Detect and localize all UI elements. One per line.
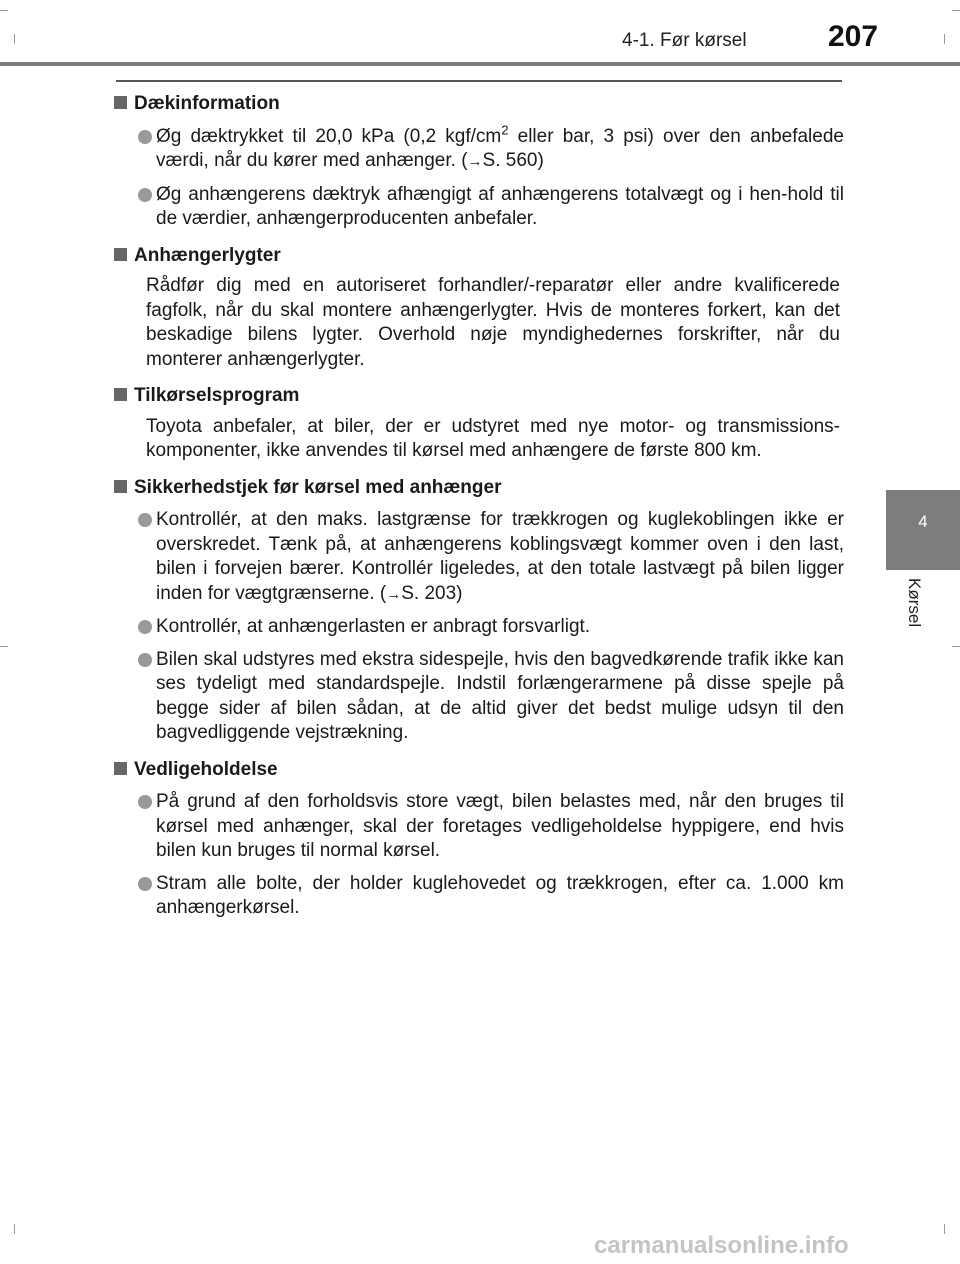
heading-text: Tilkørselsprogram (134, 385, 300, 406)
circle-bullet-icon (138, 513, 152, 527)
watermark-link[interactable]: carmanualsonline.info (594, 1232, 849, 1259)
section-tilkorselsprogram (114, 384, 844, 464)
section-sikkerhedstjek (114, 476, 844, 746)
crop-mark (952, 10, 960, 11)
square-bullet-icon (114, 96, 127, 109)
heading-text: Anhængerlygter (134, 244, 281, 266)
section-heading (114, 476, 844, 501)
list-item (138, 183, 844, 232)
text-part: Kontrollér, at den maks. lastgrænse for trækkrogen og kuglekoblingen ikke er overskredet. Tænk på, at anhængerens koblingsvægt kommer oven i den last, bilen i forvejen bærer. Kontrollér ligeledes, at den totale lastvægt på bilen ligger inden for vægtgrænserne. ( (156, 509, 844, 604)
circle-bullet-icon (138, 795, 152, 809)
circle-bullet-icon (138, 620, 152, 634)
section-heading (114, 244, 844, 269)
section-heading (114, 758, 844, 783)
paragraph: Rådfør dig med en autoriseret forhandler/-reparatør eller andre kvalificerede fagfolk, når du skal montere anhængerlygter. Hvis de monteres forkert, kan det beskadige bilens lygter. Overhold nøje myndighedernes forskrifter, når du monterer anhængerlygter. (146, 275, 840, 370)
circle-bullet-icon (138, 653, 152, 667)
square-bullet-icon (114, 388, 127, 401)
list-item (138, 648, 844, 746)
list-item-text: Bilen skal udstyres med ekstra sidespejle, hvis den bagvedkørende trafik ikke kan ses tydeligt med standardspejle. Indstil forlængerarmene på disse spejle på begge sider af bilen sådan, at de altid giver det bedst mulige udsyn til den bagvedliggende vejstrækning. (156, 648, 844, 743)
crop-mark (0, 10, 8, 11)
arrow-right-icon: → (467, 153, 483, 170)
list-item-text: Øg anhængerens dæktryk afhængigt af anhængerens totalvægt og i hen-hold til de værdier, anhængerproducenten anbefaler. (156, 183, 844, 229)
list-item (138, 872, 844, 921)
square-bullet-icon (114, 480, 127, 493)
heading-text: Sikkerhedstjek før kørsel med anhænger (134, 476, 502, 498)
page-reference-link[interactable]: S. 560) (482, 150, 544, 171)
heading-text: Dækinformation (134, 93, 280, 114)
heading-text: Vedligeholdelse (134, 758, 278, 780)
list-item-text: Stram alle bolte, der holder kuglehovedet og trækkrogen, efter ca. 1.000 km anhængerkørsel. (156, 872, 844, 918)
superscript: 2 (501, 122, 509, 138)
text-part: eller bar, 3 psi) over den anbefalede værdi, når du kører med anhænger. ( (156, 125, 844, 171)
square-bullet-icon (114, 762, 127, 775)
crop-mark (0, 646, 8, 647)
chapter-side-tab[interactable] (886, 490, 960, 570)
crop-mark (14, 1224, 15, 1234)
text-part: Øg dæktrykket til 20,0 kPa (0,2 kgf/cm (156, 125, 502, 147)
list-item (138, 615, 844, 640)
list-item (138, 508, 844, 607)
circle-bullet-icon (138, 877, 152, 891)
paragraph: Toyota anbefaler, at biler, der er udstyret med nye motor- og transmissions-komponenter, ikke anvendes til kørsel med anhængere de første 800 km. (146, 415, 840, 461)
header-rule (0, 62, 960, 66)
page-number: 207 (828, 20, 879, 53)
crop-mark (14, 34, 15, 44)
arrow-right-icon: → (386, 585, 402, 603)
crop-mark (944, 34, 945, 44)
square-bullet-icon (114, 248, 127, 261)
list-item (138, 122, 844, 175)
section-heading (114, 92, 844, 117)
circle-bullet-icon (138, 130, 152, 144)
section-anhaengerlygter (114, 244, 844, 373)
side-tab-label: Kørsel (905, 578, 924, 628)
page-content (114, 92, 844, 933)
list-item-text (156, 122, 844, 175)
section-daekinformation (114, 92, 844, 232)
crop-mark (952, 646, 960, 647)
section-heading (114, 384, 844, 409)
list-item-text: På grund af den forholdsvis store vægt, bilen belastes med, når den bruges til kørsel med anhænger, skal der foretages vedligeholdelse hyppigere, end hvis bilen kun bruges til normal kørsel. (156, 791, 844, 861)
circle-bullet-icon (138, 188, 152, 202)
list-item-text: Kontrollér, at anhængerlasten er anbragt forsvarligt. (156, 616, 591, 637)
side-tab-number: 4 (918, 512, 928, 531)
crop-mark (944, 1224, 945, 1234)
list-item (138, 790, 844, 864)
section-vedligeholdelse (114, 758, 844, 921)
list-item-text (156, 508, 844, 607)
chapter-title: 4-1. Før kørsel (622, 30, 747, 51)
page-reference-link[interactable]: S. 203) (401, 582, 463, 604)
content-rule (116, 80, 842, 82)
